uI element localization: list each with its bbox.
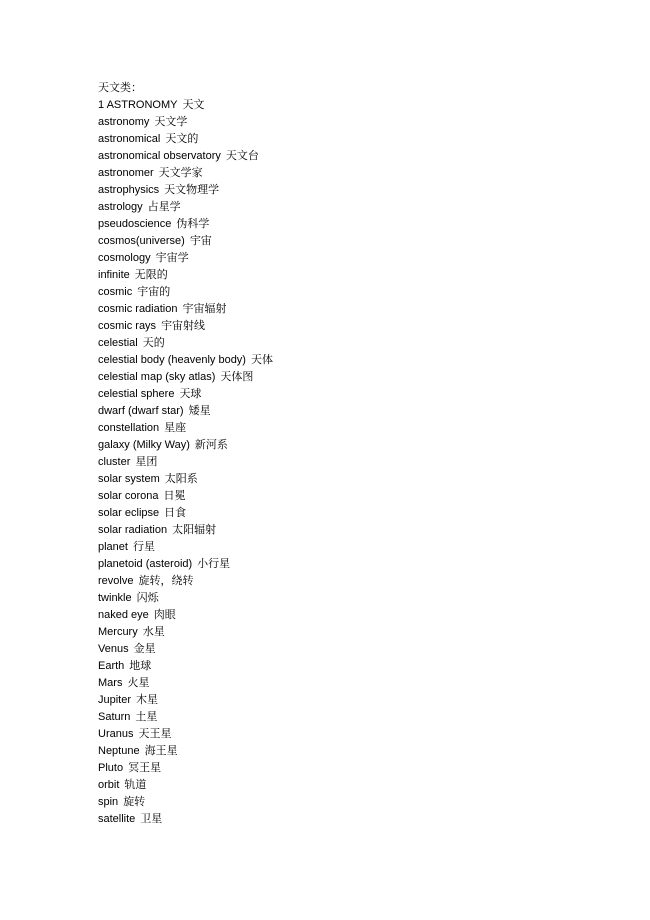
vocabulary-entry bbox=[98, 708, 618, 725]
chinese-term: 水星 bbox=[142, 625, 165, 638]
english-term: cosmic rays bbox=[98, 320, 157, 332]
chinese-term: 太阳系 bbox=[164, 472, 198, 485]
chinese-term: 冥王星 bbox=[128, 761, 162, 774]
section-heading: 天文类： bbox=[98, 81, 142, 94]
vocabulary-entry bbox=[98, 589, 618, 606]
vocabulary-entry bbox=[98, 113, 618, 130]
chinese-term: 宇宙的 bbox=[137, 285, 171, 298]
english-term: Mars bbox=[98, 677, 123, 689]
vocabulary-entry bbox=[98, 453, 618, 470]
chinese-term: 日食 bbox=[164, 506, 187, 519]
vocabulary-entry bbox=[98, 742, 618, 759]
chinese-term: 矮星 bbox=[188, 404, 211, 417]
vocabulary-entry bbox=[98, 368, 618, 385]
chinese-term: 金星 bbox=[133, 642, 156, 655]
english-term: spin bbox=[98, 796, 119, 808]
english-term: solar radiation bbox=[98, 524, 168, 536]
english-term: celestial bbox=[98, 337, 138, 349]
vocabulary-entry bbox=[98, 334, 618, 351]
vocabulary-entry bbox=[98, 759, 618, 776]
english-term: 1 ASTRONOMY bbox=[98, 99, 178, 111]
english-term: astrophysics bbox=[98, 184, 160, 196]
vocabulary-entry bbox=[98, 691, 618, 708]
vocabulary-entry bbox=[98, 623, 618, 640]
chinese-term: 天王星 bbox=[138, 727, 172, 740]
vocabulary-entry bbox=[98, 181, 618, 198]
vocabulary-entry bbox=[98, 130, 618, 147]
vocabulary-entry bbox=[98, 385, 618, 402]
english-term: naked eye bbox=[98, 609, 149, 621]
chinese-term: 宇宙射线 bbox=[161, 319, 206, 332]
vocabulary-entry bbox=[98, 793, 618, 810]
english-term: cosmic radiation bbox=[98, 303, 178, 315]
english-term: twinkle bbox=[98, 592, 132, 604]
vocabulary-entry bbox=[98, 436, 618, 453]
vocabulary-entry bbox=[98, 521, 618, 538]
english-term: dwarf (dwarf star) bbox=[98, 405, 184, 417]
chinese-term: 星座 bbox=[164, 421, 187, 434]
chinese-term: 卫星 bbox=[140, 812, 163, 825]
chinese-term: 小行星 bbox=[197, 557, 231, 570]
vocabulary-entry bbox=[98, 351, 618, 368]
english-term: infinite bbox=[98, 269, 130, 281]
english-term: celestial sphere bbox=[98, 388, 175, 400]
vocabulary-entry bbox=[98, 419, 618, 436]
vocabulary-entry bbox=[98, 266, 618, 283]
english-term: cosmology bbox=[98, 252, 151, 264]
vocabulary-entry bbox=[98, 810, 618, 827]
vocabulary-entry bbox=[98, 487, 618, 504]
chinese-term: 天文学 bbox=[154, 115, 188, 128]
english-term: solar eclipse bbox=[98, 507, 160, 519]
vocabulary-entry bbox=[98, 249, 618, 266]
chinese-term: 星团 bbox=[135, 455, 158, 468]
english-term: astronomical bbox=[98, 133, 161, 145]
english-term: Pluto bbox=[98, 762, 124, 774]
vocabulary-entry bbox=[98, 283, 618, 300]
english-term: Neptune bbox=[98, 745, 140, 757]
chinese-term: 天文台 bbox=[225, 149, 259, 162]
english-term: Earth bbox=[98, 660, 125, 672]
document-page bbox=[98, 79, 618, 827]
english-term: Uranus bbox=[98, 728, 134, 740]
english-term: galaxy (Milky Way) bbox=[98, 439, 190, 451]
chinese-term: 天的 bbox=[142, 336, 165, 349]
english-term: satellite bbox=[98, 813, 136, 825]
chinese-term: 闪烁 bbox=[136, 591, 159, 604]
english-term: celestial body (heavenly body) bbox=[98, 354, 246, 366]
chinese-term: 轨道 bbox=[124, 778, 147, 791]
vocabulary-entry bbox=[98, 147, 618, 164]
chinese-term: 天体 bbox=[250, 353, 273, 366]
vocabulary-entry bbox=[98, 640, 618, 657]
chinese-term: 太阳辐射 bbox=[172, 523, 217, 536]
chinese-term: 天文学家 bbox=[158, 166, 203, 179]
chinese-term: 地球 bbox=[129, 659, 152, 672]
english-term: revolve bbox=[98, 575, 134, 587]
english-term: astronomer bbox=[98, 167, 154, 179]
chinese-term: 旋转 bbox=[123, 795, 146, 808]
vocabulary-entry bbox=[98, 198, 618, 215]
english-term: planet bbox=[98, 541, 128, 553]
chinese-term: 海王星 bbox=[144, 744, 178, 757]
english-term: solar system bbox=[98, 473, 160, 485]
english-term: constellation bbox=[98, 422, 160, 434]
english-term: cluster bbox=[98, 456, 131, 468]
vocabulary-entry bbox=[98, 402, 618, 419]
vocabulary-list bbox=[98, 96, 618, 827]
vocabulary-entry bbox=[98, 317, 618, 334]
english-term: Venus bbox=[98, 643, 129, 655]
chinese-term: 土星 bbox=[135, 710, 158, 723]
english-term: astronomy bbox=[98, 116, 150, 128]
vocabulary-entry bbox=[98, 300, 618, 317]
vocabulary-entry bbox=[98, 164, 618, 181]
english-term: astrology bbox=[98, 201, 143, 213]
english-term: cosmos(universe) bbox=[98, 235, 185, 247]
vocabulary-entry bbox=[98, 232, 618, 249]
chinese-term: 占星学 bbox=[147, 200, 181, 213]
english-term: Saturn bbox=[98, 711, 131, 723]
vocabulary-entry bbox=[98, 504, 618, 521]
vocabulary-entry bbox=[98, 470, 618, 487]
english-term: pseudoscience bbox=[98, 218, 172, 230]
vocabulary-entry bbox=[98, 572, 618, 589]
chinese-term: 木星 bbox=[136, 693, 159, 706]
vocabulary-entry bbox=[98, 538, 618, 555]
vocabulary-entry bbox=[98, 215, 618, 232]
vocabulary-entry bbox=[98, 606, 618, 623]
chinese-term: 宇宙学 bbox=[155, 251, 189, 264]
english-term: solar corona bbox=[98, 490, 159, 502]
vocabulary-entry bbox=[98, 96, 618, 113]
chinese-term: 宇宙辐射 bbox=[182, 302, 227, 315]
vocabulary-entry bbox=[98, 555, 618, 572]
chinese-term: 天文 bbox=[182, 98, 205, 111]
english-term: Mercury bbox=[98, 626, 138, 638]
chinese-term: 宇宙 bbox=[189, 234, 212, 247]
vocabulary-entry bbox=[98, 674, 618, 691]
chinese-term: 天文的 bbox=[165, 132, 199, 145]
vocabulary-entry bbox=[98, 776, 618, 793]
english-term: Jupiter bbox=[98, 694, 132, 706]
chinese-term: 肉眼 bbox=[153, 608, 176, 621]
chinese-term: 天文物理学 bbox=[164, 183, 220, 196]
chinese-term: 旋转，绕转 bbox=[138, 574, 194, 587]
chinese-term: 行星 bbox=[132, 540, 155, 553]
english-term: orbit bbox=[98, 779, 120, 791]
english-term: cosmic bbox=[98, 286, 133, 298]
chinese-term: 火星 bbox=[127, 676, 150, 689]
english-term: astronomical observatory bbox=[98, 150, 221, 162]
english-term: planetoid (asteroid) bbox=[98, 558, 193, 570]
chinese-term: 日冕 bbox=[163, 489, 186, 502]
english-term: celestial map (sky atlas) bbox=[98, 371, 216, 383]
chinese-term: 新河系 bbox=[194, 438, 228, 451]
vocabulary-entry bbox=[98, 725, 618, 742]
chinese-term: 伪科学 bbox=[176, 217, 210, 230]
chinese-term: 无限的 bbox=[134, 268, 168, 281]
vocabulary-entry bbox=[98, 657, 618, 674]
chinese-term: 天球 bbox=[179, 387, 202, 400]
chinese-term: 天体图 bbox=[220, 370, 254, 383]
